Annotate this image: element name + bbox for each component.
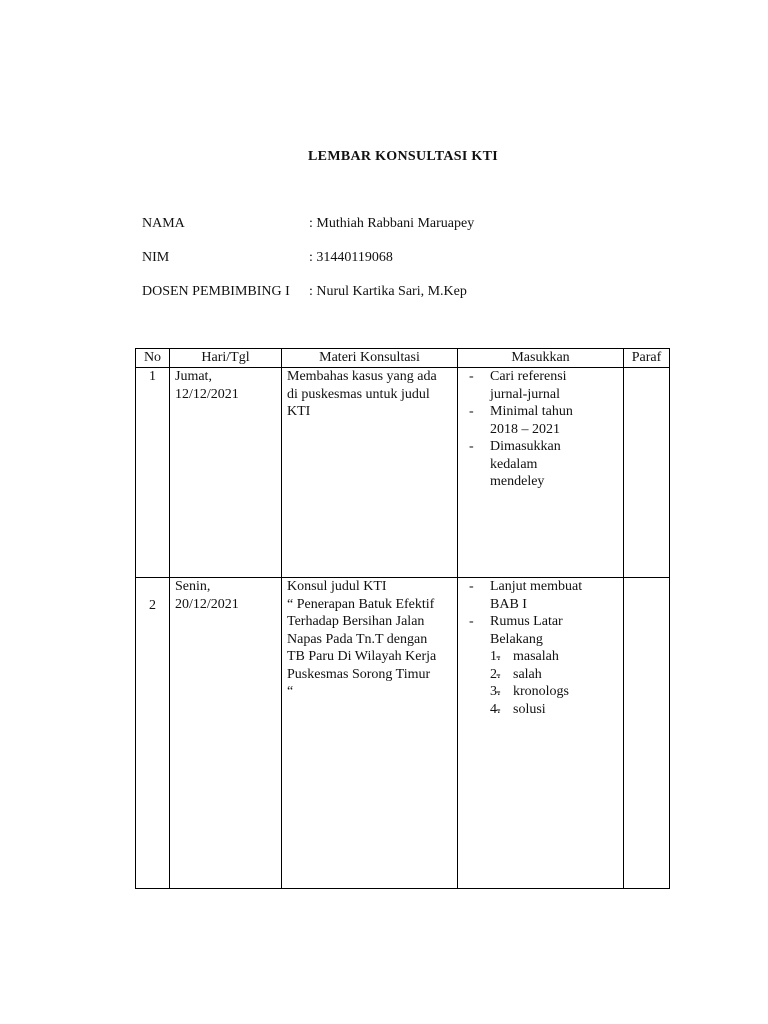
item-line: - Minimal tahun (490, 404, 573, 419)
info-label: NAMA (142, 216, 185, 231)
numbered-item (490, 648, 618, 666)
item-line: jurnal-jurnal (490, 386, 560, 402)
date-line: Senin, (175, 579, 211, 594)
item-number: - 4. (490, 701, 501, 717)
item-line: BAB I (490, 596, 527, 612)
table-row (136, 368, 670, 578)
materi-line: Puskesmas Sorong Timur (287, 666, 431, 682)
materi-line: “ Penerapan Batuk Efektif (287, 596, 435, 612)
header-masukkan: Masukkan (458, 349, 624, 368)
numbered-item (490, 666, 618, 684)
header-paraf: Paraf (624, 349, 670, 368)
cell-materi (282, 578, 458, 889)
info-label: DOSEN PEMBIMBING I (142, 284, 290, 299)
cell-materi (282, 368, 458, 578)
cell-masukkan (458, 578, 624, 889)
item-line: Belakang (490, 631, 543, 647)
list-item (463, 368, 618, 403)
cell-no-text: 2 (149, 598, 156, 613)
header-materi: Materi Konsultasi (282, 349, 458, 368)
date-line: Jumat, (175, 369, 212, 384)
materi-line: TB Paru Di Wilayah Kerja (287, 649, 437, 664)
info-value: : Muthiah Rabbani Maruapey (309, 216, 475, 231)
cell-paraf (624, 368, 670, 578)
item-text: salah (513, 666, 542, 682)
header-no: No (136, 349, 170, 368)
cell-masukkan (458, 368, 624, 578)
materi-line: Membahas kasus yang ada (287, 369, 437, 384)
cell-no (136, 578, 170, 889)
item-line: kedalam (490, 456, 538, 472)
list-item (463, 438, 618, 491)
info-value: : 31440119068 (309, 250, 393, 265)
numbered-item (490, 683, 618, 701)
cell-no: 1 (136, 368, 170, 578)
table-row (136, 578, 670, 889)
item-number: - 1. (490, 649, 501, 664)
numbered-item (490, 701, 618, 719)
list-item (463, 403, 618, 438)
item-text: masalah (513, 649, 559, 664)
item-line: 2018 – 2021 (490, 421, 560, 437)
item-line: - Rumus Latar (490, 614, 563, 629)
materi-line: “ (287, 684, 294, 699)
item-line: - Lanjut membuat (490, 579, 583, 594)
materi-line: Napas Pada Tn.T dengan (287, 631, 428, 647)
materi-line: Terhadap Bersihan Jalan (287, 614, 425, 629)
cell-paraf (624, 578, 670, 889)
table-header-row (136, 349, 670, 368)
info-label: NIM (142, 250, 170, 265)
cell-date (170, 578, 282, 889)
item-text: kronologs (513, 684, 569, 699)
list-item (463, 578, 618, 613)
materi-line: KTI (287, 404, 311, 419)
header-date: Hari/Tgl (170, 349, 282, 368)
numbered-list (490, 648, 618, 718)
item-line: mendeley (490, 474, 545, 489)
materi-line: di puskesmas untuk judul (287, 386, 430, 402)
date-line: 12/12/2021 (175, 386, 239, 402)
info-value: : Nurul Kartika Sari, M.Kep (309, 284, 467, 299)
consultation-table (135, 348, 670, 889)
item-line: - Cari referensi (490, 369, 567, 384)
document-title: LEMBAR KONSULTASI KTI (308, 149, 498, 164)
item-line: - Dimasukkan (490, 439, 561, 454)
materi-line: Konsul judul KTI (287, 579, 387, 594)
list-item (463, 613, 618, 718)
item-number: - 2. (490, 666, 501, 682)
cell-date (170, 368, 282, 578)
item-text: solusi (513, 701, 546, 717)
item-number: - 3. (490, 684, 501, 699)
date-line: 20/12/2021 (175, 596, 239, 612)
